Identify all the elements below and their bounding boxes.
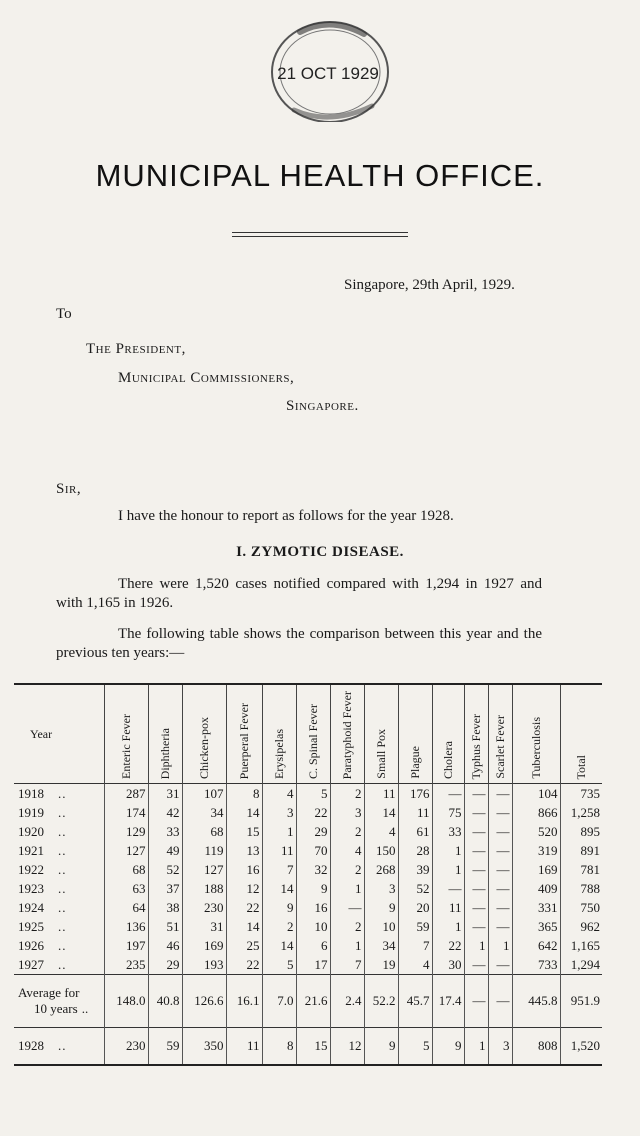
table-row [14, 879, 602, 898]
table-row [14, 841, 602, 860]
table-cell: — [488, 784, 512, 804]
row-year [14, 917, 104, 936]
table-row [14, 955, 602, 975]
table-cell: 331 [512, 898, 560, 917]
paragraph-cases: There were 1,520 cases notified compared with 1,294 in 1927 and with 1,165 in 1926. [56, 576, 542, 611]
leader-dots: .. [58, 1038, 67, 1053]
table-cell: 11 [364, 784, 398, 804]
year-label: 1919 [18, 804, 44, 820]
table-cell: 319 [512, 841, 560, 860]
table-cell: 17.4 [432, 975, 464, 1028]
year-label: 1922 [18, 861, 44, 877]
column-header-plague: Plague [398, 684, 432, 784]
table-cell: 11 [226, 1028, 262, 1066]
table-cell: 193 [182, 955, 226, 975]
table-cell: 68 [182, 822, 226, 841]
table-cell: 188 [182, 879, 226, 898]
salutation-to: To [56, 306, 72, 322]
table-cell: — [464, 822, 488, 841]
column-header-enteric-fever: Enteric Fever [104, 684, 148, 784]
table-cell: 39 [398, 860, 432, 879]
row-year [14, 803, 104, 822]
table-cell: 750 [560, 898, 602, 917]
table-cell: 34 [182, 803, 226, 822]
column-header-chicken-pox: Chicken-pox [182, 684, 226, 784]
table-row [14, 860, 602, 879]
table-cell: 174 [104, 803, 148, 822]
table-cell: 4 [330, 841, 364, 860]
row-year [14, 879, 104, 898]
table-cell: 33 [432, 822, 464, 841]
table-cell: 52.2 [364, 975, 398, 1028]
table-cell: 642 [512, 936, 560, 955]
table-cell: — [432, 784, 464, 804]
page-title: MUNICIPAL HEALTH OFFICE. [95, 158, 545, 193]
row-year [14, 898, 104, 917]
table-cell: 107 [182, 784, 226, 804]
table-cell: — [464, 841, 488, 860]
table-cell: 40.8 [148, 975, 182, 1028]
column-header-cholera: Cholera [432, 684, 464, 784]
table-cell: — [488, 822, 512, 841]
table-cell: 17 [296, 955, 330, 975]
table-cell: 1 [330, 936, 364, 955]
table-cell: 25 [226, 936, 262, 955]
table-cell: 59 [398, 917, 432, 936]
table-cell: 891 [560, 841, 602, 860]
table-cell: 365 [512, 917, 560, 936]
table-cell: 52 [148, 860, 182, 879]
table-cell: 1 [432, 860, 464, 879]
column-header-scarlet-fever: Scarlet Fever [488, 684, 512, 784]
table-cell: 42 [148, 803, 182, 822]
year-label: 1921 [18, 842, 44, 858]
table-cell: — [464, 955, 488, 975]
table-row-average [14, 975, 602, 1028]
table-cell: 2 [330, 784, 364, 804]
row-year [14, 784, 104, 804]
table-cell: — [488, 803, 512, 822]
leader-dots: .. [58, 823, 67, 839]
table-cell: — [488, 975, 512, 1028]
row-year [14, 822, 104, 841]
salutation-sir: Sir, [56, 481, 82, 497]
table-cell: 31 [182, 917, 226, 936]
addressee-line1: The President, [86, 341, 186, 357]
table-cell: 38 [148, 898, 182, 917]
table-cell: 1,520 [560, 1028, 602, 1066]
column-header-c-spinal-fever: C. Spinal Fever [296, 684, 330, 784]
table-row [14, 936, 602, 955]
leader-dots: .. [81, 1001, 89, 1016]
year-label: 1918 [18, 785, 44, 801]
table-cell: 63 [104, 879, 148, 898]
table-cell: 7 [262, 860, 296, 879]
table-cell: 61 [398, 822, 432, 841]
table-cell: 5 [296, 784, 330, 804]
table-row [14, 898, 602, 917]
table-cell: 37 [148, 879, 182, 898]
table-cell: 19 [364, 955, 398, 975]
column-header-puerperal-fever: Puerperal Fever [226, 684, 262, 784]
table-cell: 30 [432, 955, 464, 975]
table-cell: 31 [148, 784, 182, 804]
section-heading: I. ZYMOTIC DISEASE. [236, 544, 404, 560]
leader-dots: .. [58, 861, 67, 877]
stamp-date: 21 OCT 1929 [277, 64, 379, 83]
table-cell: — [432, 879, 464, 898]
table-cell: — [488, 879, 512, 898]
table-cell: 28 [398, 841, 432, 860]
table-cell: — [464, 860, 488, 879]
table-row [14, 822, 602, 841]
table-cell: 14 [226, 803, 262, 822]
table-cell: 104 [512, 784, 560, 804]
table-cell: 781 [560, 860, 602, 879]
table-cell: 197 [104, 936, 148, 955]
table-row [14, 803, 602, 822]
leader-dots: .. [58, 842, 67, 858]
leader-dots: .. [58, 956, 67, 972]
table-cell: 12 [226, 879, 262, 898]
title-rule-bottom [232, 236, 408, 237]
table-cell: — [464, 898, 488, 917]
table-cell: 268 [364, 860, 398, 879]
table-cell: 1 [432, 917, 464, 936]
table-cell: 7 [330, 955, 364, 975]
table-cell: 2 [262, 917, 296, 936]
table-cell: 9 [364, 898, 398, 917]
table-cell: 1 [464, 1028, 488, 1066]
table-cell: — [464, 784, 488, 804]
table-cell: 445.8 [512, 975, 560, 1028]
table-cell: 3 [488, 1028, 512, 1066]
table-cell: 895 [560, 822, 602, 841]
table-cell: 235 [104, 955, 148, 975]
table-cell: 3 [364, 879, 398, 898]
year-label: 1924 [18, 899, 44, 915]
table-cell: 9 [364, 1028, 398, 1066]
table-cell: 45.7 [398, 975, 432, 1028]
table-cell: 119 [182, 841, 226, 860]
table-cell: 7.0 [262, 975, 296, 1028]
table-cell: 176 [398, 784, 432, 804]
table-cell: 230 [182, 898, 226, 917]
column-header-small-pox: Small Pox [364, 684, 398, 784]
table-cell: 8 [226, 784, 262, 804]
table-cell: — [330, 898, 364, 917]
table-cell: 2 [330, 822, 364, 841]
table-row-current-year [14, 1028, 602, 1066]
table-cell: — [488, 841, 512, 860]
year-label: 1927 [18, 956, 44, 972]
year-label: 1923 [18, 880, 44, 896]
table-cell: 409 [512, 879, 560, 898]
table-cell: 10 [364, 917, 398, 936]
year-label: 1928 [18, 1038, 44, 1053]
table-cell: 14 [226, 917, 262, 936]
table-cell: 33 [148, 822, 182, 841]
table-cell: 1 [330, 879, 364, 898]
year-label: 1920 [18, 823, 44, 839]
table-cell: 808 [512, 1028, 560, 1066]
table-cell: 127 [104, 841, 148, 860]
table-cell: 7 [398, 936, 432, 955]
table-cell: 1 [488, 936, 512, 955]
table-cell: 16 [226, 860, 262, 879]
table-cell: 22 [432, 936, 464, 955]
table-cell: 22 [226, 898, 262, 917]
table-cell: 34 [364, 936, 398, 955]
paragraph-comparison: The following table shows the comparison between this year and the previous ten years:— [56, 626, 542, 661]
table-cell: 2.4 [330, 975, 364, 1028]
table-cell: 788 [560, 879, 602, 898]
column-header-erysipelas: Erysipelas [262, 684, 296, 784]
table-cell: 126.6 [182, 975, 226, 1028]
table-cell: 1,258 [560, 803, 602, 822]
table-cell: 2 [330, 860, 364, 879]
table-cell: 14 [262, 936, 296, 955]
table-cell: — [488, 898, 512, 917]
table-cell: 11 [432, 898, 464, 917]
table-cell: 11 [262, 841, 296, 860]
table-cell: 866 [512, 803, 560, 822]
average-label-line1: Average for [18, 985, 80, 1000]
addressee-line3: Singapore. [286, 398, 359, 414]
table-cell: 52 [398, 879, 432, 898]
row-year [14, 841, 104, 860]
row-average-label [14, 975, 104, 1028]
table-cell: 520 [512, 822, 560, 841]
table-cell: 11 [398, 803, 432, 822]
table-cell: 1 [464, 936, 488, 955]
table-cell: 29 [148, 955, 182, 975]
row-year [14, 860, 104, 879]
row-year [14, 1028, 104, 1066]
table-cell: — [464, 879, 488, 898]
column-header-paratyphoid-fever: Paratyphoid Fever [330, 684, 364, 784]
table-cell: 4 [364, 822, 398, 841]
intro-line: I have the honour to report as follows for the year 1928. [118, 508, 454, 524]
column-header-typhus-fever: Typhus Fever [464, 684, 488, 784]
table-cell: 20 [398, 898, 432, 917]
table-cell: 1 [262, 822, 296, 841]
table-cell: 8 [262, 1028, 296, 1066]
table-cell: 735 [560, 784, 602, 804]
table-cell: 16 [296, 898, 330, 917]
column-header-tuberculosis: Tuberculosis [512, 684, 560, 784]
table-cell: 150 [364, 841, 398, 860]
leader-dots: .. [58, 937, 67, 953]
column-header-year: Year [30, 726, 53, 741]
table-cell: 14 [364, 803, 398, 822]
table-cell: 3 [330, 803, 364, 822]
table-cell: — [464, 975, 488, 1028]
table-cell: 46 [148, 936, 182, 955]
column-header-diphtheria: Diphtheria [148, 684, 182, 784]
table-cell: — [488, 860, 512, 879]
table-cell: 13 [226, 841, 262, 860]
table-cell: 68 [104, 860, 148, 879]
table-cell: 962 [560, 917, 602, 936]
table-cell: 1,165 [560, 936, 602, 955]
leader-dots: .. [58, 880, 67, 896]
table-cell: 15 [296, 1028, 330, 1066]
year-label: 1926 [18, 937, 44, 953]
table-cell: 350 [182, 1028, 226, 1066]
table-cell: — [464, 803, 488, 822]
table-cell: 51 [148, 917, 182, 936]
table-cell: 169 [512, 860, 560, 879]
table-cell: 733 [512, 955, 560, 975]
table-cell: 59 [148, 1028, 182, 1066]
table-cell: 169 [182, 936, 226, 955]
row-year [14, 955, 104, 975]
table-cell: 136 [104, 917, 148, 936]
received-stamp [260, 14, 396, 122]
table-cell: 9 [262, 898, 296, 917]
average-label-line2: 10 years [34, 1001, 78, 1016]
table-cell: 22 [296, 803, 330, 822]
table-cell: 4 [398, 955, 432, 975]
table-header-row [14, 684, 602, 784]
table-cell: 3 [262, 803, 296, 822]
table-row [14, 784, 602, 804]
table-cell: 6 [296, 936, 330, 955]
table-cell: — [488, 955, 512, 975]
table-cell: 16.1 [226, 975, 262, 1028]
row-year [14, 936, 104, 955]
table-cell: 64 [104, 898, 148, 917]
table-cell: 148.0 [104, 975, 148, 1028]
table-cell: 287 [104, 784, 148, 804]
table-cell: 21.6 [296, 975, 330, 1028]
table-cell: 14 [262, 879, 296, 898]
table-cell: 129 [104, 822, 148, 841]
table-cell: — [464, 917, 488, 936]
table-cell: 75 [432, 803, 464, 822]
leader-dots: .. [58, 785, 67, 801]
table-cell: 4 [262, 784, 296, 804]
dateline: Singapore, 29th April, 1929. [344, 277, 515, 293]
table-row [14, 917, 602, 936]
table-cell: 951.9 [560, 975, 602, 1028]
table-cell: 9 [432, 1028, 464, 1066]
table-cell: 1 [432, 841, 464, 860]
table-cell: 32 [296, 860, 330, 879]
table-cell: 5 [262, 955, 296, 975]
addressee-line2: Municipal Commissioners, [118, 370, 295, 386]
table-cell: 29 [296, 822, 330, 841]
table-cell: 127 [182, 860, 226, 879]
table-cell: 12 [330, 1028, 364, 1066]
table-cell: 15 [226, 822, 262, 841]
zymotic-disease-table [14, 683, 602, 1066]
table-cell: 2 [330, 917, 364, 936]
table-cell: 70 [296, 841, 330, 860]
title-rule-top [232, 232, 408, 233]
table-cell: — [488, 917, 512, 936]
leader-dots: .. [58, 918, 67, 934]
leader-dots: .. [58, 804, 67, 820]
table-cell: 1,294 [560, 955, 602, 975]
column-header-total: Total [560, 684, 602, 784]
leader-dots: .. [58, 899, 67, 915]
table-cell: 9 [296, 879, 330, 898]
table-cell: 5 [398, 1028, 432, 1066]
table-cell: 49 [148, 841, 182, 860]
table-cell: 10 [296, 917, 330, 936]
table-cell: 22 [226, 955, 262, 975]
year-label: 1925 [18, 918, 44, 934]
table-cell: 230 [104, 1028, 148, 1066]
